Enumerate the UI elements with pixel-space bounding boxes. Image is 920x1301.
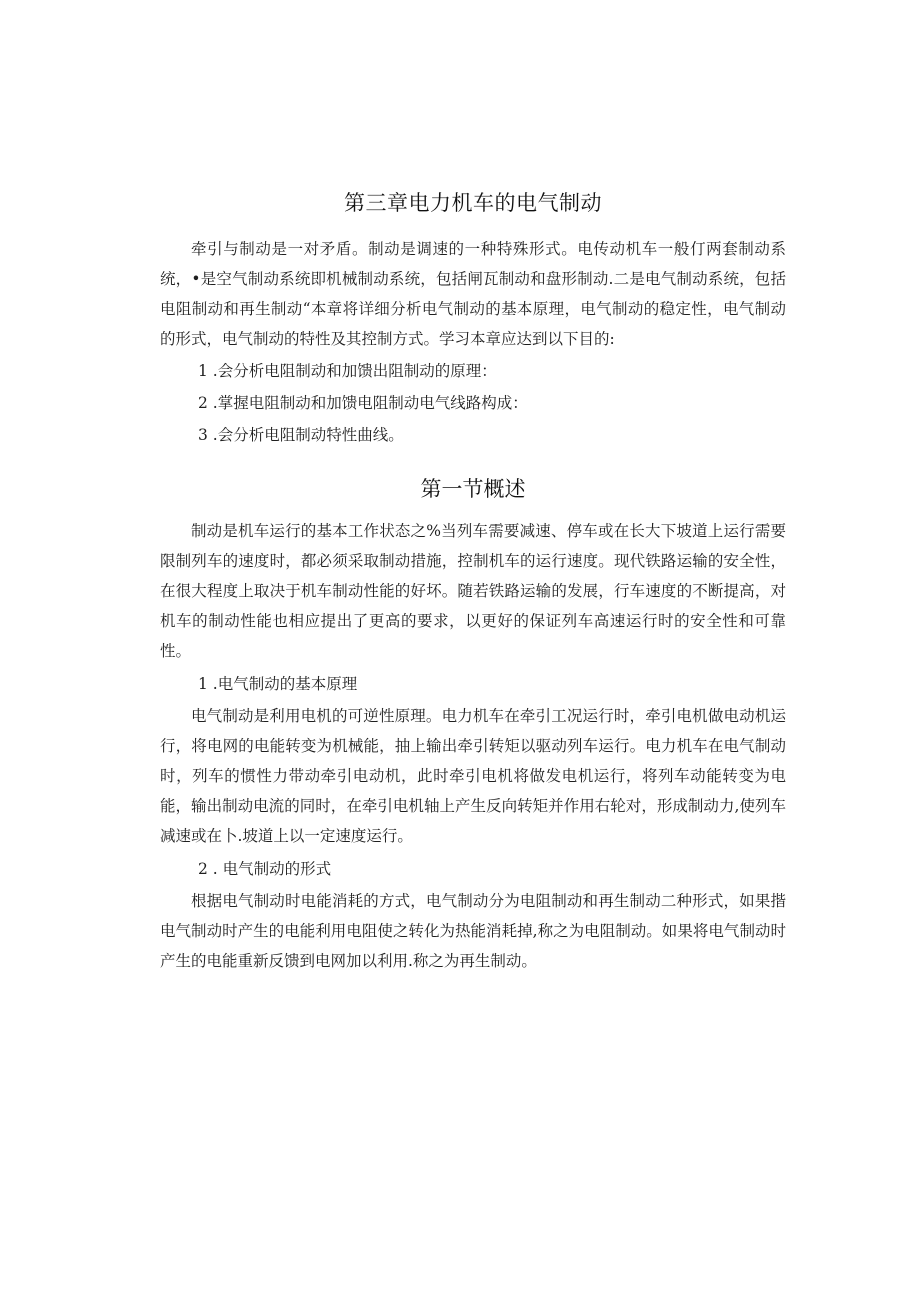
section-title: 第一节概述 — [420, 477, 526, 501]
subsection-body-1: 电气制动是利用电机的可逆性原理。电力机车在牵引工况运行时，牵引电机做电动机运行，将电网的电能转变为机械能，抽上输出牵引转矩以驱动列车运行。电力机车在电气制动时，列车的惯性力带动牵引电动机，此时牵引电机将做发电机运行，将列车动能转变为电能，输出制动电流的同时，在牵引电机轴上产生反向转矩并作用右轮对，形成制动力,使列车减速或在卜.坡道上以一定速度运行。 — [160, 707, 786, 845]
chapter-title: 第三章电力机车的电气制动 — [344, 191, 602, 215]
subsection-body-2: 根据电气制动时电能消耗的方式，电气制动分为电阻制动和再生制动二种形式，如果揩电气制动时产生的电能利用电阻使之转化为热能消耗掉,称之为电阻制动。如果将电气制动时产生的电能重新反馈到电网加以利用.称之为再生制动。 — [160, 892, 786, 970]
chapter-intro-paragraph: 牵引与制动是一对矛盾。制动是调速的一种特殊形式。电传动机车一般仃两套制动系统，•是空气制动系统即机械制动系统，包括闸瓦制动和盘形制动.二是电气制动系统，包括电阻制动和再生制动“本章将详细分析电气制动的基本原理，电气制动的稳定性，电气制动的形式，电气制动的特性及其控制方式。学习本章应达到以下目的: — [160, 240, 786, 348]
objective-item-2: 2 .掌握电阻制动和加馈电阻制动电气线路构成： — [198, 394, 528, 412]
subsection-heading-1: 1 .电气制动的基本原理 — [198, 675, 358, 693]
document-body — [160, 186, 786, 976]
subsection-heading-2: 2 . 电气制动的形式 — [198, 860, 332, 878]
objective-item-1: 1 .会分析电阻制动和加馈出阻制动的原理： — [198, 362, 497, 380]
section-intro-paragraph: 制动是机车运行的基本工作状态之%当列车需要减速、停车或在长大下坡道上运行需要限制列车的速度时，都必须采取制动措施，控制机车的运行速度。现代铁路运输的安全性，在很大程度上取决于机车制动性能的好坏。随若铁路运输的发展，行车速度的不断提高，对机车的制动性能也相应提出了更高的要求，以更好的保证列车高速运行时的安全性和可靠性。 — [160, 522, 786, 660]
objective-item-3: 3 .会分析电阻制动特性曲线。 — [198, 426, 404, 444]
